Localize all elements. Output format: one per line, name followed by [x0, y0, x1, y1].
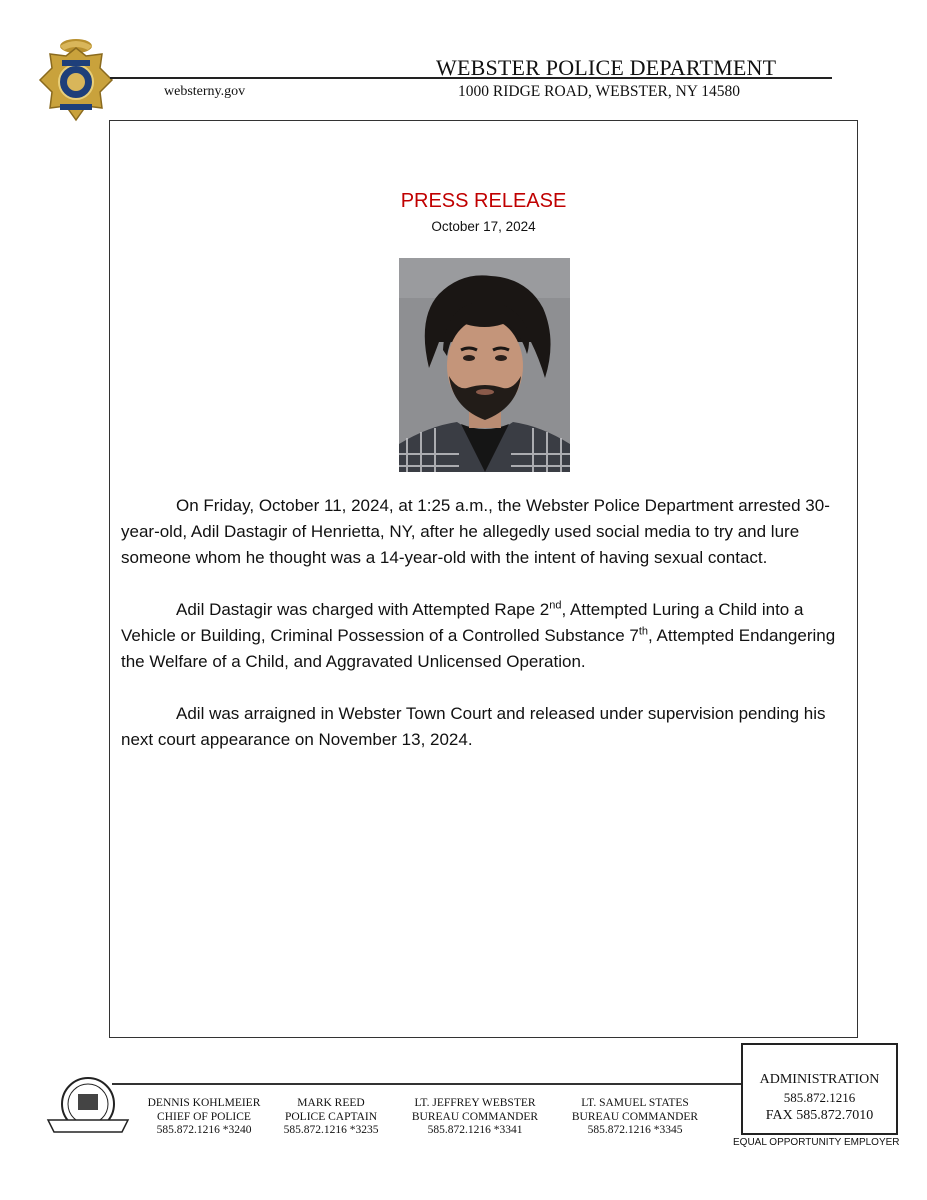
department-address: 1000 RIDGE ROAD, WEBSTER, NY 14580: [458, 83, 741, 100]
staff-bureau-commander-states: [563, 1097, 707, 1138]
staff-name: LT. JEFFREY WEBSTER: [414, 1097, 536, 1109]
accredited-agency-seal-icon: [44, 1076, 132, 1138]
staff-bureau-commander-webster: [400, 1097, 550, 1138]
staff-title: CHIEF OF POLICE: [157, 1110, 251, 1123]
charges-text-3: , Attempted Endangering the Welfare of a Child, and Aggravated Unlicensed Operation.: [121, 626, 836, 671]
staff-chief: [145, 1097, 263, 1138]
staff-phone: 585.872.1216 *3341: [427, 1124, 523, 1136]
press-release-box: [109, 120, 858, 1038]
staff-name: LT. SAMUEL STATES: [581, 1097, 689, 1109]
administration-contact-box: [741, 1043, 898, 1135]
staff-captain: [275, 1097, 387, 1138]
administration-label: ADMINISTRATION: [759, 1072, 880, 1087]
administration-fax: FAX 585.872.7010: [765, 1108, 874, 1123]
staff-name: MARK REED: [297, 1097, 365, 1109]
paragraph-charges: [121, 597, 841, 675]
staff-name: DENNIS KOHLMEIER: [147, 1097, 261, 1109]
staff-title: BUREAU COMMANDER: [411, 1110, 539, 1123]
superscript-th: th: [638, 625, 649, 638]
equal-opportunity-employer: EQUAL OPPORTUNITY EMPLOYER: [733, 1137, 900, 1148]
staff-title: POLICE CAPTAIN: [284, 1110, 378, 1123]
staff-phone: 585.872.1216 *3240: [156, 1124, 252, 1136]
paragraph-arraignment: Adil was arraigned in Webster Town Court and released under supervision pending his next court appearance on November 13, 2024.: [121, 704, 826, 749]
website-link[interactable]: websterny.gov: [164, 84, 246, 99]
charges-text-1: Adil Dastagir was charged with Attempted Rape 2: [176, 600, 550, 619]
staff-phone: 585.872.1216 *3345: [587, 1124, 683, 1136]
superscript-nd: nd: [549, 599, 562, 612]
press-release-date: October 17, 2024: [431, 219, 536, 234]
staff-title: BUREAU COMMANDER: [571, 1110, 699, 1123]
staff-phone: 585.872.1216 *3235: [283, 1124, 379, 1136]
footer-rule: [112, 1083, 742, 1085]
suspect-photo: [399, 258, 570, 472]
department-name: WEBSTER POLICE DEPARTMENT: [436, 55, 777, 80]
paragraph-arrest: On Friday, October 11, 2024, at 1:25 a.m., the Webster Police Department arrested 30-year-old, Adil Dastagir of Henrietta, NY, after he allegedly used social media to try and lure someone whom he thought was a 14-year-old with the intent of having sexual contact.: [121, 496, 830, 567]
press-release-title: PRESS RELEASE: [400, 190, 567, 212]
police-badge-logo: [36, 34, 116, 130]
administration-phone: 585.872.1216: [783, 1090, 856, 1105]
charges-text-2: , Attempted Luring a Child into a Vehicle or Building, Criminal Possession of a Controlled Substance 7: [121, 600, 804, 645]
press-release-body: [121, 493, 841, 779]
